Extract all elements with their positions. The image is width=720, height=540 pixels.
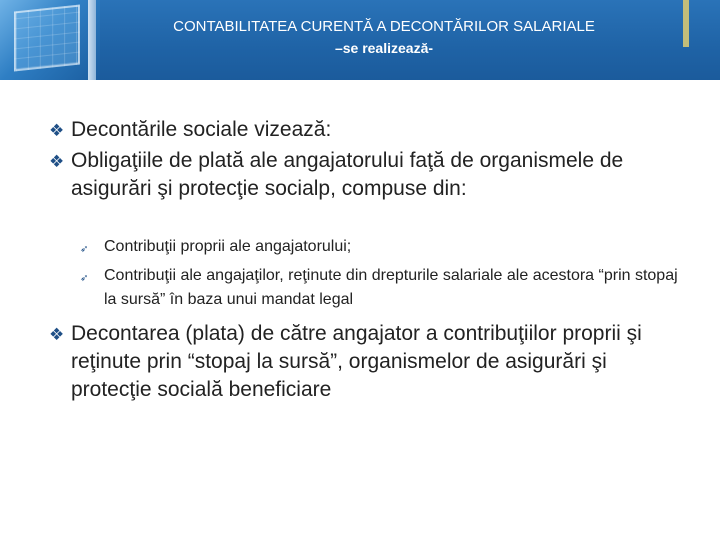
- bullet-item-3: [49, 320, 689, 404]
- bullet-text: Decontările sociale vizează:: [71, 118, 332, 141]
- accent-bar: [683, 0, 689, 47]
- bullet-text: Decontarea (plata) de către angajator a contribuţiilor proprii şi reţinute prin “stopaj la sursă”, organismelor de asigurări şi protecţie socială beneficiare: [71, 322, 642, 401]
- arrow-bullet-icon: ➶: [80, 273, 89, 284]
- bullet-item-2: [49, 147, 689, 203]
- slide-header: [0, 0, 720, 80]
- subbullet-item-2: [80, 264, 680, 312]
- header-image: [0, 0, 100, 80]
- bullet-item-1: [49, 116, 689, 144]
- subbullet-item-1: [80, 235, 680, 259]
- slide-body: [0, 80, 720, 540]
- diamond-bullet-icon: ❖: [49, 152, 65, 171]
- subbullet-text: Contribuţii ale angajaţilor, reţinute din drepturile salariale ale acestora “prin stopaj la sursă” în baza unui mandat legal: [104, 267, 678, 308]
- slide-title: CONTABILITATEA CURENTĂ A DECONTĂRILOR SALARIALE: [173, 18, 595, 35]
- subbullet-text: Contribuţii proprii ale angajatorului;: [104, 238, 352, 255]
- diamond-bullet-icon: ❖: [49, 325, 65, 344]
- bullet-text: Obligaţiile de plată ale angajatorului faţă de organismele de asigurări şi protecţie socialp, compuse din:: [71, 149, 624, 200]
- diamond-bullet-icon: ❖: [49, 121, 65, 140]
- slide-subtitle: –se realizează-: [334, 40, 434, 56]
- header-frame-divider: [88, 0, 96, 80]
- arrow-bullet-icon: ➶: [80, 244, 89, 255]
- screen-graphic-icon: [14, 5, 80, 72]
